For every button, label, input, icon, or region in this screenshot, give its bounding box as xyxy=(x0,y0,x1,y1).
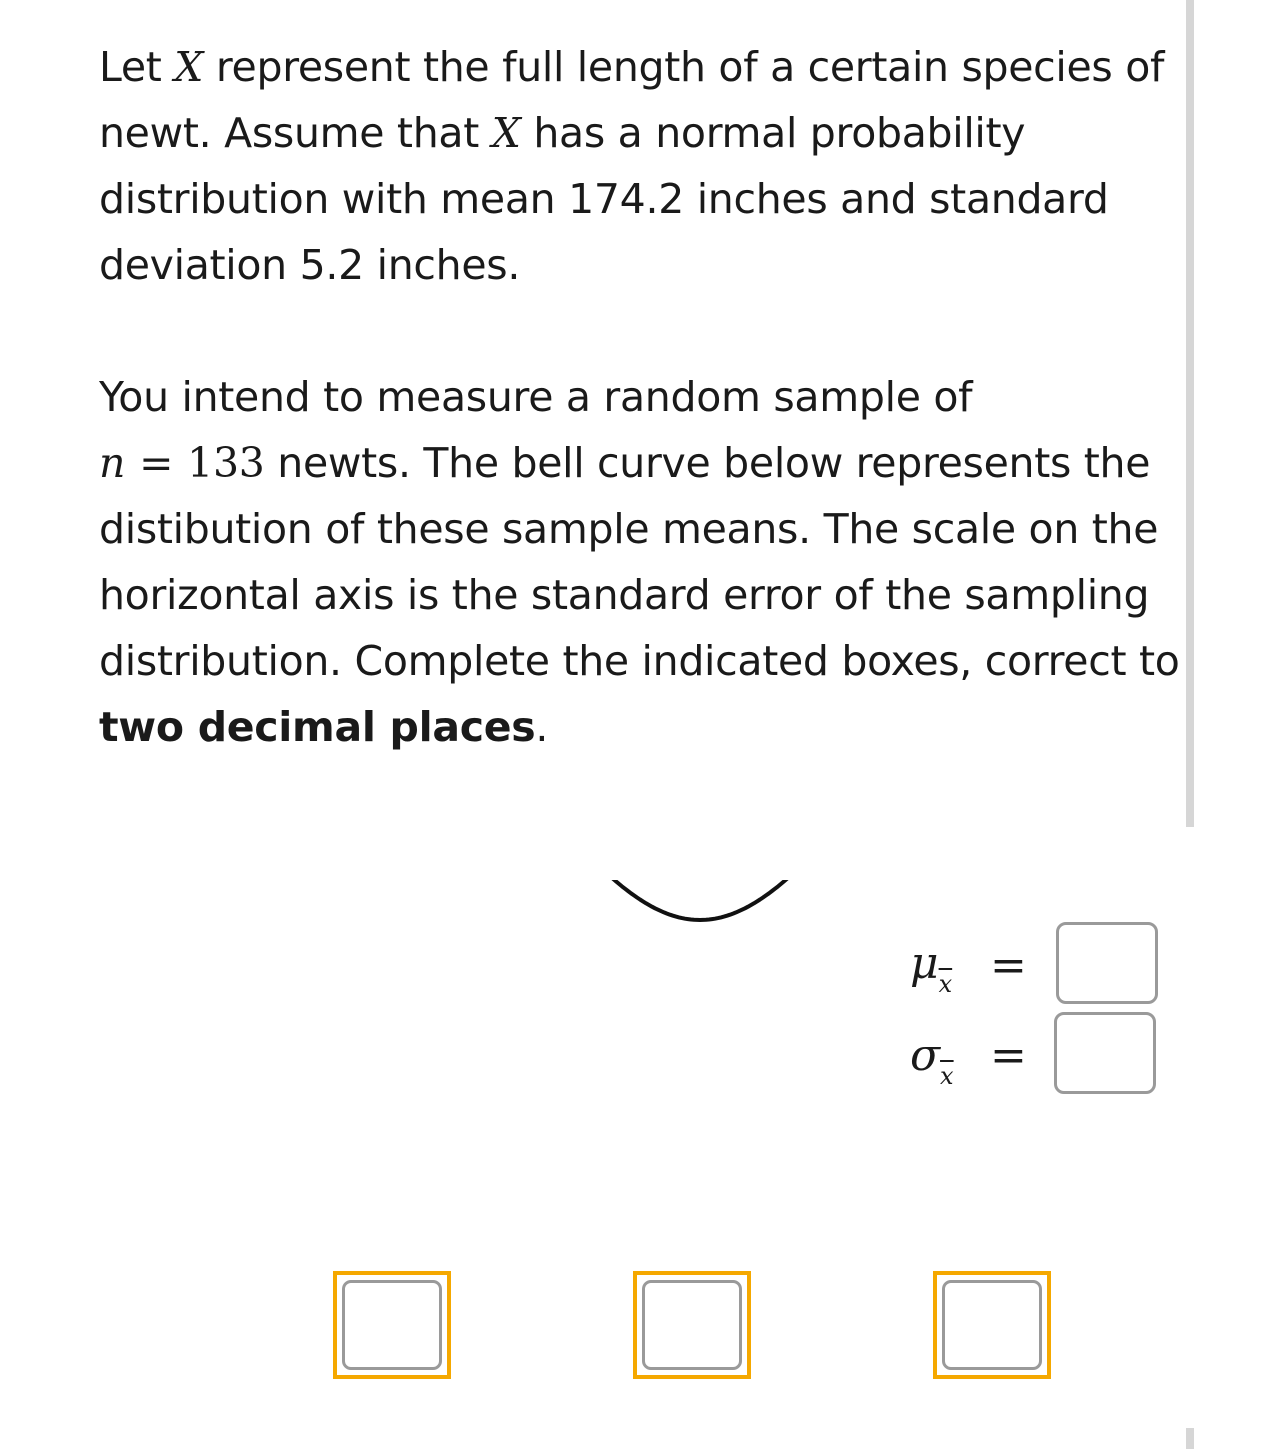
mu-xbar-input[interactable] xyxy=(1056,922,1158,1004)
question-paragraph-1 xyxy=(99,34,1194,298)
sampling-distribution-figure xyxy=(0,880,1284,1449)
mu-xbar-label xyxy=(910,938,953,998)
question-paragraph-2 xyxy=(99,364,1194,760)
bold-emphasis: two decimal places xyxy=(99,703,536,751)
p2-text-3: . xyxy=(535,703,549,751)
tick-right-input[interactable] xyxy=(942,1280,1042,1370)
tick-left-input[interactable] xyxy=(342,1280,442,1370)
sigma-symbol: σ xyxy=(910,1030,941,1081)
equals-sign: = xyxy=(139,439,174,487)
bell-curve xyxy=(100,880,1192,920)
tick-left-highlight xyxy=(333,1271,451,1379)
mu-equals: = xyxy=(990,940,1027,991)
variable-n: n xyxy=(99,439,126,487)
tick-center-input[interactable] xyxy=(642,1280,742,1370)
tick-center-highlight xyxy=(633,1271,751,1379)
tick-right-highlight xyxy=(933,1271,1051,1379)
mu-subscript: x xyxy=(938,969,953,998)
p1-text-3: has a normal probability distribution with mean 174.2 inches and standard deviation 5.2 inches. xyxy=(99,109,1109,289)
variable-x: X xyxy=(174,43,204,91)
p1-text-1: Let xyxy=(99,43,175,91)
p2-text-2: newts. The bell curve below represents the distibution of these sample means. The scale on the horizontal axis is the standard error of the sampling distribution. Complete the indicated boxes, correct to xyxy=(99,439,1180,685)
sample-size-value: 133 xyxy=(187,439,265,487)
question-text xyxy=(99,34,1194,760)
sigma-subscript: x xyxy=(940,1061,954,1090)
mu-symbol: μ xyxy=(910,938,939,989)
p2-text-1: You intend to measure a random sample of xyxy=(99,373,973,421)
p1-text-2: represent the full length of a certain species of newt. Assume that xyxy=(99,43,1165,157)
sigma-equals: = xyxy=(990,1030,1027,1081)
sigma-xbar-input[interactable] xyxy=(1054,1012,1156,1094)
sigma-xbar-label xyxy=(910,1030,954,1090)
variable-x-2: X xyxy=(491,109,521,157)
